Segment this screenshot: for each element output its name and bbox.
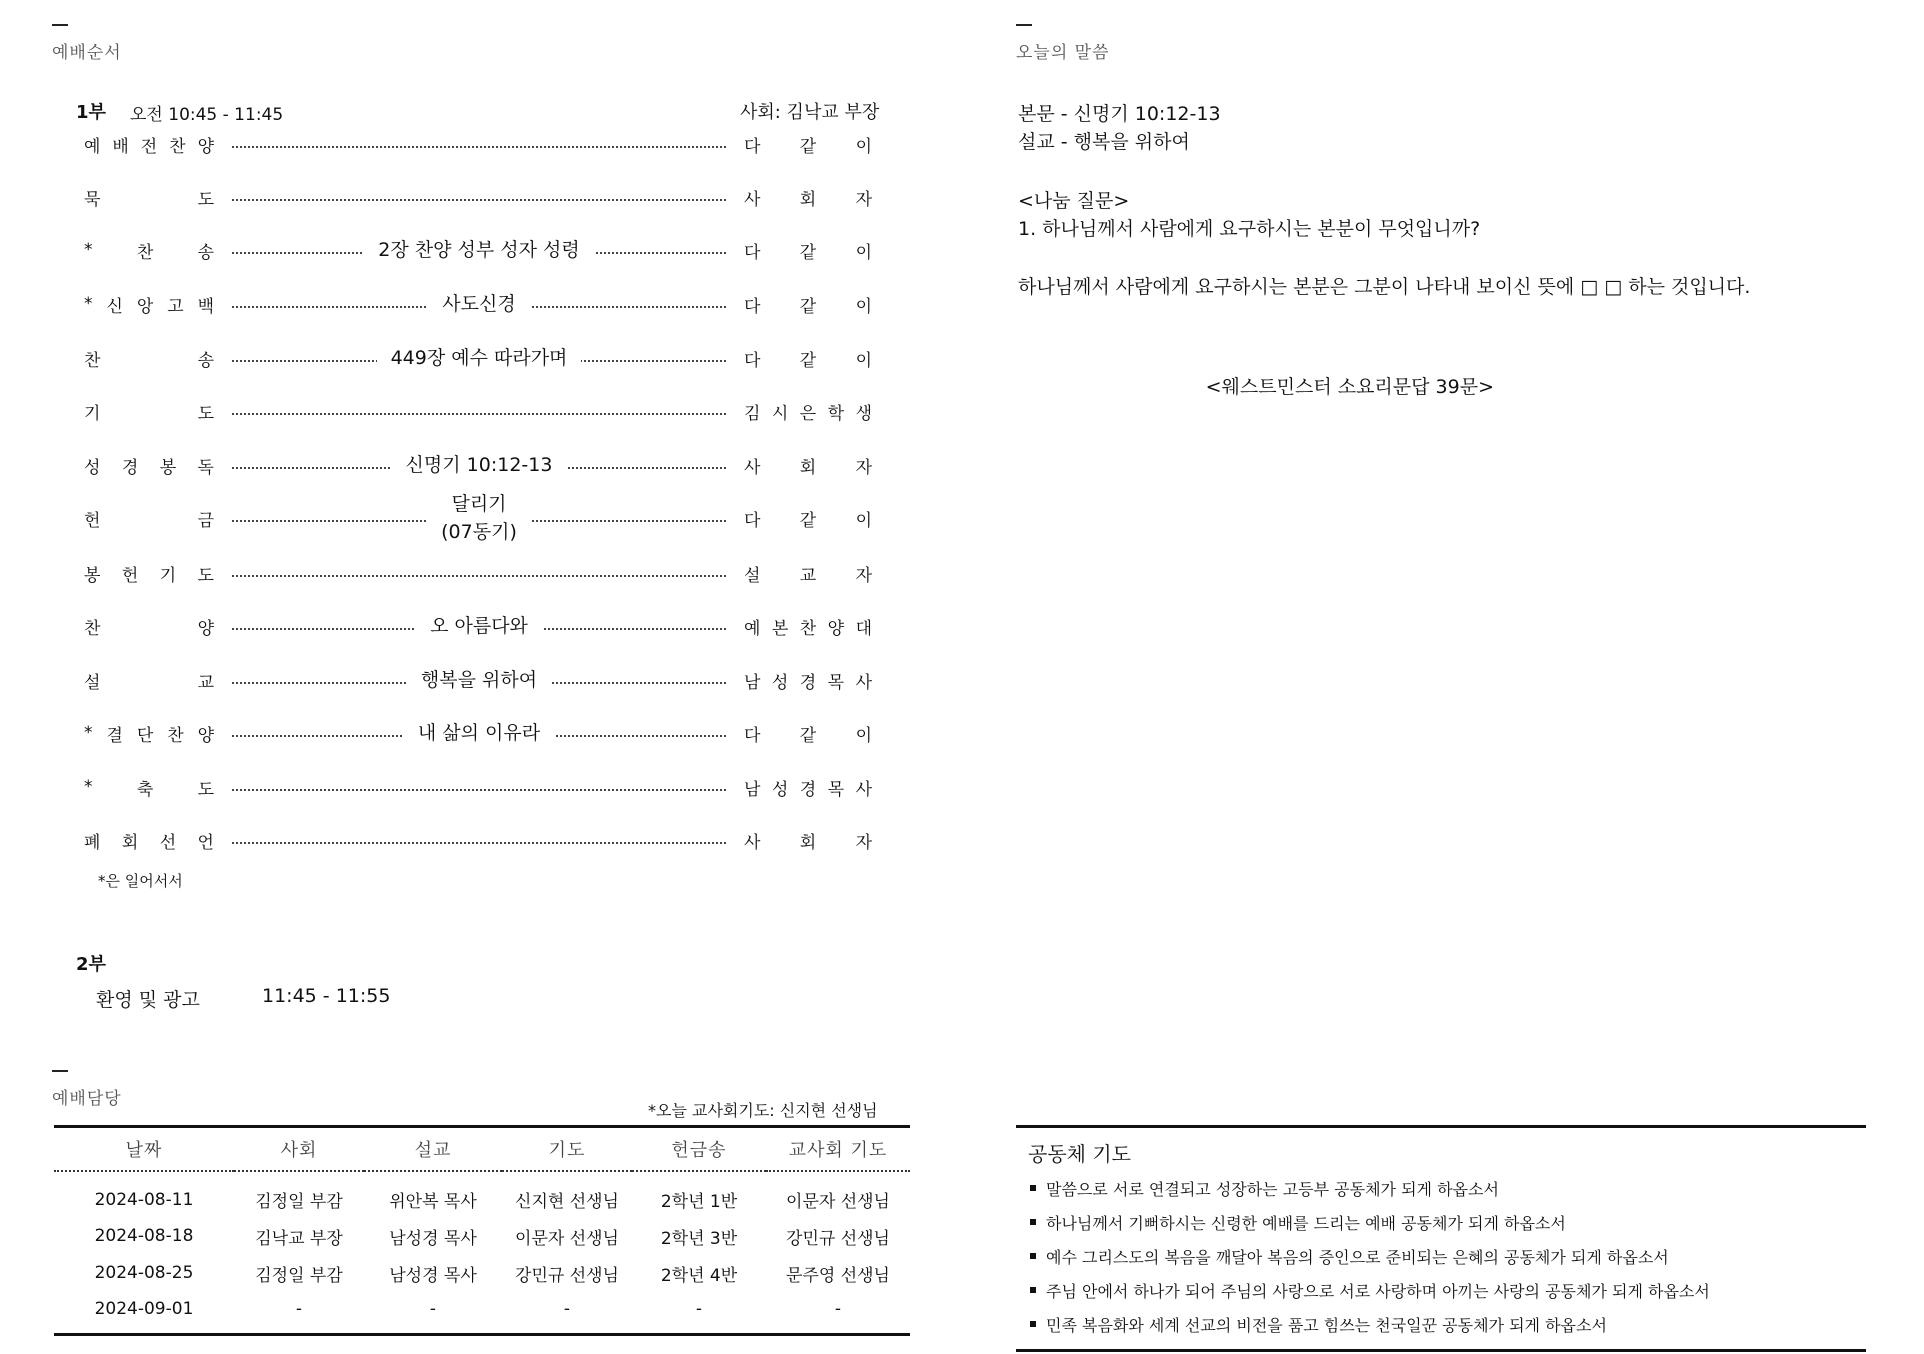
order-person-char: 사: [855, 779, 872, 800]
order-person: [744, 660, 872, 700]
prayer-item: [1028, 1239, 1854, 1273]
order-label: [84, 284, 214, 324]
order-person-char: 사: [855, 672, 872, 693]
answer-text: 하나님께서 사람에게 요구하시는 본분은 그분이 나타내 보이신 뜻에 □ □ 하는 것입니다.: [1018, 276, 1751, 298]
prayer-item: [1028, 1171, 1854, 1205]
order-label: [84, 713, 214, 753]
order-person-char: 자: [855, 457, 872, 478]
prayer-item: [1028, 1307, 1854, 1341]
order-label-char: 도: [197, 189, 214, 210]
standing-note: *은 일어서서: [98, 872, 183, 890]
bullet-icon: [1030, 1287, 1036, 1293]
order-person-char: 같: [799, 725, 817, 746]
order-content: [232, 660, 726, 700]
part2-title: 2부: [76, 954, 106, 975]
staff-cell: -: [834, 1299, 842, 1320]
staff-body: [54, 1171, 910, 1335]
order-row: [84, 177, 874, 217]
order-person-char: 성: [771, 779, 789, 800]
order-person-char: 설: [744, 565, 761, 586]
order-row: [84, 338, 874, 378]
order-label-char: 앙: [136, 296, 154, 317]
order-row: [84, 606, 874, 646]
staff-note: *오늘 교사회기도: 신지현 선생님: [648, 1101, 878, 1120]
leader-dots: [232, 146, 726, 148]
staff-cell: 2학년 4반: [660, 1265, 738, 1286]
order-person-char: 이: [855, 242, 872, 263]
order-person-char: 자: [855, 189, 872, 210]
order-label: [84, 230, 214, 270]
staff-cell: 문주영 선생님: [786, 1265, 890, 1286]
prayer-item-text: 말씀으로 서로 연결되고 성장하는 고등부 공동체가 되게 하옵소서: [1046, 1179, 1499, 1199]
order-row: [84, 767, 874, 807]
section-dash: [52, 24, 68, 26]
order-label-char: 금: [197, 510, 214, 531]
leader-dots: [232, 199, 726, 201]
order-label-char: 설: [84, 672, 101, 693]
order-label-char: 송: [197, 350, 214, 371]
order-label: [84, 767, 214, 807]
header-host: 사회: [234, 1127, 364, 1171]
order-label-char: *: [84, 294, 93, 314]
staff-table: [54, 1125, 910, 1336]
order-content-text: 오 아름다와: [416, 612, 542, 640]
order-person-char: 경: [799, 779, 817, 800]
staff-cell: 2학년 1반: [660, 1192, 738, 1212]
order-person-char: 다: [744, 725, 761, 746]
order-person-char: 이: [855, 296, 872, 317]
order-person: [744, 445, 872, 485]
prayer-list: [1028, 1171, 1854, 1341]
order-person-char: 양: [827, 618, 845, 639]
section-dash: [1016, 24, 1032, 26]
order-person-char: 성: [771, 672, 789, 693]
order-person-char: 같: [799, 136, 817, 157]
order-person-char: 학: [827, 403, 845, 424]
order-person: [744, 177, 872, 217]
part2-item: 환영 및 광고: [96, 989, 200, 1011]
order-label-char: 봉: [159, 457, 177, 478]
catechism-source: <웨스트민스터 소요리문답 39문>: [1205, 376, 1494, 398]
order-label-char: 언: [197, 832, 214, 853]
order-person-char: 찬: [799, 618, 817, 639]
staff-row: [54, 1292, 910, 1335]
order-row: [84, 124, 874, 164]
order-label: [84, 124, 214, 164]
order-label-char: 단: [136, 725, 154, 746]
order-label-char: 도: [197, 403, 214, 424]
order-person: [744, 338, 872, 378]
order-content: [232, 713, 726, 753]
order-label-char: 헌: [121, 565, 139, 586]
order-content: [232, 338, 726, 378]
order-person-char: 자: [855, 565, 872, 586]
order-person: [744, 124, 872, 164]
order-person-char: 같: [799, 510, 817, 531]
staff-cell: 2024-08-18: [94, 1226, 194, 1246]
order-label-char: 도: [197, 779, 214, 800]
order-row: [84, 713, 874, 753]
order-person-char: 목: [827, 672, 845, 693]
order-label: [84, 338, 214, 378]
order-label-char: 양: [197, 136, 214, 157]
order-person-char: 다: [744, 136, 761, 157]
order-label-char: 양: [197, 618, 214, 639]
leader-dots: [232, 413, 726, 415]
staff-cell: 이문자 선생님: [515, 1228, 619, 1249]
order-person-char: 예: [744, 618, 761, 639]
staff-row: [54, 1218, 910, 1255]
order-label: [84, 606, 214, 646]
order-label-char: 찬: [169, 136, 186, 157]
order-content: [232, 445, 726, 485]
community-prayer-box: [1016, 1125, 1866, 1352]
order-person-char: 사: [744, 457, 761, 478]
staff-cell: -: [563, 1299, 571, 1320]
leader-dots: [232, 575, 726, 577]
section-head-order: [52, 24, 122, 63]
order-label: [84, 820, 214, 860]
order-row: [84, 284, 874, 324]
sermon-title: 설교 - 행복을 위하여: [1018, 131, 1190, 153]
order-person-char: 같: [799, 296, 817, 317]
section-head-word: [1016, 24, 1110, 63]
order-label-char: 양: [197, 725, 214, 746]
section-title-order: 예배순서: [52, 43, 122, 63]
order-person-char: 같: [799, 350, 817, 371]
order-label-char: 결: [106, 725, 123, 746]
staff-cell: 강민규 선생님: [515, 1265, 619, 1286]
staff-cell: 2024-09-01: [94, 1299, 194, 1320]
part2-time: 11:45 - 11:55: [262, 985, 391, 1007]
order-person-char: 회: [799, 832, 817, 853]
staff-cell: -: [295, 1299, 303, 1320]
bullet-icon: [1030, 1185, 1036, 1191]
order-label-char: 찬: [84, 350, 101, 371]
staff-cell: 김정일 부감: [255, 1265, 343, 1286]
order-person: [744, 606, 872, 646]
order-person-char: 목: [827, 779, 845, 800]
order-content-text: 달리기 (07동기): [427, 490, 531, 546]
order-label-char: 교: [197, 672, 214, 693]
order-person-char: 김: [744, 403, 761, 424]
order-label-char: *: [84, 777, 93, 797]
order-label-char: 기: [84, 403, 101, 424]
order-person: [744, 767, 872, 807]
order-person-char: 대: [855, 618, 872, 639]
order-label: [84, 553, 214, 593]
order-person-char: 남: [744, 779, 761, 800]
order-person-char: 경: [799, 672, 817, 693]
order-person-char: 회: [799, 189, 817, 210]
order-content: [232, 493, 726, 543]
order-person-char: 회: [799, 457, 817, 478]
order-label-char: 찬: [167, 725, 184, 746]
order-label-char: 폐: [84, 832, 101, 853]
order-person: [744, 553, 872, 593]
header-date: 날짜: [54, 1127, 234, 1171]
prayer-item: [1028, 1273, 1854, 1307]
order-person: [744, 498, 872, 538]
order-content: [232, 284, 726, 324]
order-content-text: 사도신경: [428, 290, 529, 318]
order-label-char: 회: [121, 832, 139, 853]
order-person: [744, 230, 872, 270]
staff-cell: 남성경 목사: [389, 1228, 477, 1249]
staff-cell: 2학년 3반: [660, 1228, 738, 1249]
order-label-char: 헌: [84, 510, 101, 531]
order-person-char: 자: [855, 832, 872, 853]
order-label-char: 경: [121, 457, 139, 478]
section-head-staff: [52, 1070, 122, 1109]
header-prayer: 기도: [502, 1127, 632, 1171]
section-title-staff: 예배담당: [52, 1089, 122, 1109]
order-label-char: 찬: [84, 618, 101, 639]
order-person-char: 다: [744, 296, 761, 317]
bullet-icon: [1030, 1219, 1036, 1225]
header-sermon: 설교: [364, 1127, 502, 1171]
order-label-char: 신: [106, 296, 123, 317]
order-row: [84, 820, 874, 860]
section-dash: [52, 1070, 68, 1072]
order-person-char: 은: [799, 403, 817, 424]
order-content-text: 449장 예수 따라가며: [377, 344, 582, 372]
order-content: [232, 230, 726, 270]
order-label-char: 독: [197, 457, 214, 478]
order-label-char: 선: [159, 832, 177, 853]
prayer-item: [1028, 1205, 1854, 1239]
staff-cell: 2024-08-11: [94, 1189, 194, 1210]
order-label-char: 봉: [84, 565, 101, 586]
prayer-item-text: 민족 복음화와 세계 선교의 비전을 품고 힘쓰는 천국일꾼 공동체가 되게 하옵소서: [1046, 1315, 1607, 1335]
section-title-word: 오늘의 말씀: [1016, 43, 1110, 63]
staff-cell: -: [695, 1299, 703, 1320]
order-person-char: 생: [855, 403, 872, 424]
order-label-char: 송: [197, 242, 214, 263]
part1-host: 사회: 김낙교 부장: [740, 102, 880, 123]
order-label-char: 성: [84, 457, 101, 478]
order-label-char: 전: [140, 136, 158, 157]
header-teacher-prayer: 교사회 기도: [766, 1127, 910, 1171]
staff-row: [54, 1171, 910, 1218]
order-person-char: 이: [855, 136, 872, 157]
order-content-text: 행복을 위하여: [407, 666, 551, 694]
order-label-char: 도: [197, 565, 214, 586]
order-label: [84, 445, 214, 485]
staff-cell: 김낙교 부장: [255, 1228, 343, 1249]
part1-time: 오전 10:45 - 11:45: [130, 105, 284, 125]
order-row: [84, 660, 874, 700]
order-person-char: 본: [771, 618, 789, 639]
bullet-icon: [1030, 1321, 1036, 1327]
order-person-char: 사: [744, 832, 761, 853]
order-person-char: 다: [744, 510, 761, 531]
staff-cell: 2024-08-25: [94, 1263, 194, 1283]
order-person: [744, 284, 872, 324]
order-content-text: 신명기 10:12-13: [392, 451, 567, 479]
order-person-char: 남: [744, 672, 761, 693]
order-label: [84, 498, 214, 538]
part1-title: 1부: [76, 102, 106, 123]
scripture-text: 본문 - 신명기 10:12-13: [1018, 103, 1221, 125]
order-label-char: 찬: [136, 242, 154, 263]
leader-dots: [232, 842, 726, 844]
order-label-char: 예: [84, 136, 101, 157]
prayer-item-text: 하나님께서 기뻐하시는 신령한 예배를 드리는 예배 공동체가 되게 하옵소서: [1046, 1213, 1566, 1233]
order-person-char: 같: [799, 242, 817, 263]
scripture-block: [1018, 100, 1221, 156]
staff-cell: 강민규 선생님: [786, 1228, 890, 1249]
order-person-char: 다: [744, 242, 761, 263]
staff-cell: 김정일 부감: [255, 1192, 343, 1212]
bullet-icon: [1030, 1253, 1036, 1259]
question-1: 1. 하나님께서 사람에게 요구하시는 본분이 무엇입니까?: [1018, 218, 1481, 240]
order-person-char: 교: [799, 565, 817, 586]
order-person-char: 다: [744, 350, 761, 371]
order-label-char: *: [84, 240, 93, 260]
order-row: [84, 493, 874, 543]
order-row: [84, 230, 874, 270]
order-content: [232, 606, 726, 646]
staff-cell: 남성경 목사: [389, 1265, 477, 1286]
order-row: [84, 445, 874, 485]
order-label-char: 배: [112, 136, 129, 157]
order-person-char: 시: [771, 403, 789, 424]
question-heading: <나눔 질문>: [1018, 190, 1130, 212]
order-label-char: *: [84, 723, 93, 743]
order-content-text: 2장 찬양 성부 성자 성령: [364, 236, 593, 264]
order-person: [744, 820, 872, 860]
order-label: [84, 177, 214, 217]
order-person-char: 사: [744, 189, 761, 210]
order-label: [84, 660, 214, 700]
prayer-item-text: 주님 안에서 하나가 되어 주님의 사랑으로 서로 사랑하며 아끼는 사랑의 공동체가 되게 하옵소서: [1046, 1281, 1710, 1301]
order-content-text: 내 삶의 이유라: [404, 719, 554, 747]
staff-header-row: [54, 1127, 910, 1171]
staff-cell: 이문자 선생님: [786, 1192, 890, 1212]
order-person: [744, 713, 872, 753]
order-person: [744, 391, 872, 431]
order-row: [84, 391, 874, 431]
order-label-char: 기: [159, 565, 177, 586]
order-row: [84, 553, 874, 593]
order-label-char: 묵: [84, 189, 101, 210]
staff-cell: 신지현 선생님: [515, 1192, 619, 1212]
prayer-item-text: 예수 그리스도의 복음을 깨달아 복음의 증인으로 준비되는 은혜의 공동체가 되게 하옵소서: [1046, 1247, 1669, 1267]
order-label-char: 축: [136, 779, 154, 800]
order-person-char: 이: [855, 350, 872, 371]
order-label-char: 백: [197, 296, 214, 317]
order-person-char: 이: [855, 725, 872, 746]
staff-cell: 위안복 목사: [389, 1192, 477, 1212]
staff-cell: -: [429, 1299, 437, 1320]
order-label: [84, 391, 214, 431]
prayer-title: 공동체 기도: [1028, 1142, 1131, 1166]
header-offering-song: 헌금송: [632, 1127, 766, 1171]
leader-dots: [232, 789, 726, 791]
staff-row: [54, 1255, 910, 1292]
order-label-char: 고: [167, 296, 184, 317]
order-person-char: 이: [855, 510, 872, 531]
